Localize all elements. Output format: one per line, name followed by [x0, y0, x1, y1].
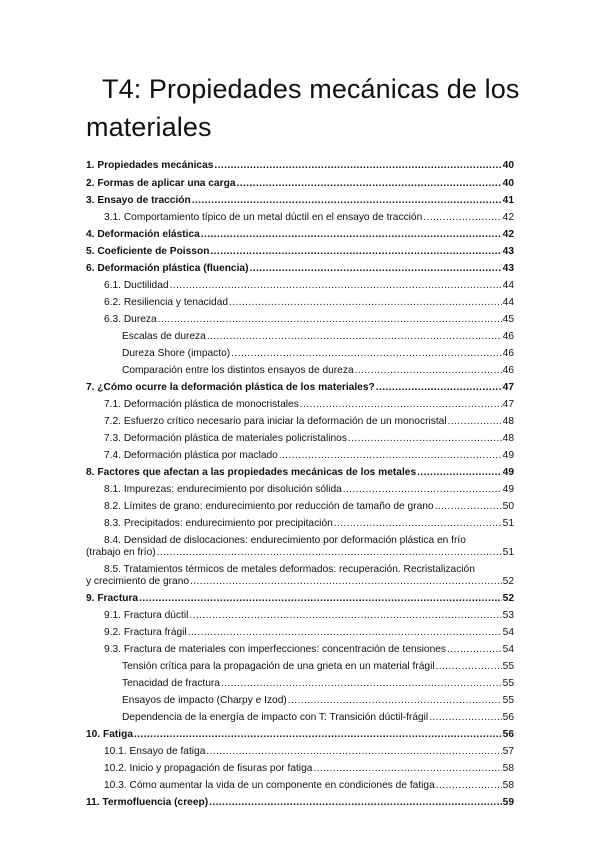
toc-entry-title: 6.1. Ductilidad [104, 280, 169, 291]
toc-entry-page: 53 [502, 610, 514, 621]
toc-entry-title-line-1: 8.5. Tratamientos térmicos de metales deformados: recuperación. Recristalización [104, 564, 475, 575]
toc-entry-title: 8.1. Impurezas: endurecimiento por disolución sólida [104, 484, 342, 495]
title-line-2: materiales [86, 112, 212, 142]
toc-entry-title: 9. Fractura [86, 593, 139, 604]
dot-leader [343, 484, 502, 495]
dot-leader [188, 627, 502, 638]
toc-entry[interactable] [86, 797, 514, 808]
toc-entry-page: 52 [502, 593, 514, 604]
toc-entry[interactable] [86, 246, 514, 257]
toc-entry[interactable] [86, 348, 514, 359]
dot-leader [192, 195, 502, 206]
toc-entry-title: 8.3. Precipitados: endurecimiento por precipitación [104, 518, 333, 529]
toc-entry-page: 49 [502, 467, 514, 478]
toc-entry-page: 55 [502, 678, 514, 689]
dot-leader [221, 678, 502, 689]
toc-entry-title: 2. Formas de aplicar una carga [86, 178, 236, 189]
toc-entry[interactable] [86, 695, 514, 706]
toc-entry[interactable] [86, 212, 514, 223]
toc-entry[interactable] [86, 178, 514, 189]
toc-entry[interactable] [86, 610, 514, 621]
toc-entry[interactable] [86, 763, 514, 774]
toc-entry[interactable] [86, 661, 514, 672]
dot-leader [429, 712, 501, 723]
toc-entry-page: 43 [502, 246, 514, 257]
toc-entry-page: 45 [502, 314, 514, 325]
dot-leader [300, 399, 502, 410]
toc-entry[interactable] [86, 729, 514, 740]
dot-leader [210, 246, 501, 257]
toc-entry-title: 7. ¿Cómo ocurre la deformación plástica de los materiales? [86, 382, 375, 393]
toc-entry-page: 49 [502, 484, 514, 495]
toc-entry-page: 50 [502, 501, 514, 512]
dot-leader [189, 610, 501, 621]
toc-entry-page: 55 [502, 695, 514, 706]
toc-entry-title: 10.3. Cómo aumentar la vida de un componente en condiciones de fatiga [104, 780, 435, 791]
toc-entry-title: 9.1. Fractura dúctil [104, 610, 189, 621]
toc-entry[interactable] [86, 399, 514, 410]
toc-entry-page: 46 [502, 348, 514, 359]
toc-entry[interactable] [86, 263, 514, 274]
toc-entry[interactable] [86, 229, 514, 240]
toc-entry-title: 7.2. Esfuerzo crítico necesario para iniciar la deformación de un monocristal [104, 416, 447, 427]
toc-entry-title: 6.2. Resiliencia y tenacidad [104, 297, 229, 308]
toc-entry-page: 46 [502, 365, 514, 376]
dot-leader [134, 729, 502, 740]
toc-entry-title-line-1: 8.4. Densidad de dislocaciones: endurecimiento por deformación plástica en frío [104, 535, 466, 546]
toc-entry-page: 40 [502, 178, 514, 189]
dot-leader [214, 160, 501, 171]
toc-entry[interactable] [86, 593, 514, 604]
toc-entry-page: 54 [502, 627, 514, 638]
toc-entry[interactable] [86, 564, 514, 587]
toc-entry-title: 5. Coeficiente de Poisson [86, 246, 210, 257]
toc-entry-page: 52 [502, 576, 514, 587]
dot-leader [417, 467, 502, 478]
toc-entry-page: 47 [502, 399, 514, 410]
toc-entry[interactable] [86, 678, 514, 689]
toc-entry-title: 7.1. Deformación plástica de monocristales [104, 399, 299, 410]
toc-entry-page: 47 [502, 382, 514, 393]
toc-entry-page: 48 [502, 416, 514, 427]
toc-entry-title: 9.3. Fractura de materiales con imperfecciones: concentración de tensiones [104, 644, 447, 655]
dot-leader [313, 763, 501, 774]
toc-entry[interactable] [86, 331, 514, 342]
dot-leader [436, 780, 502, 791]
dot-leader [334, 518, 502, 529]
toc-entry[interactable] [86, 297, 514, 308]
toc-entry[interactable] [86, 627, 514, 638]
toc-entry-title: 7.3. Deformación plástica de materiales policristalinos [104, 433, 347, 444]
dot-leader [229, 297, 502, 308]
toc-entry[interactable] [86, 467, 514, 478]
dot-leader [376, 382, 502, 393]
toc-entry-title: Comparación entre los distintos ensayos de dureza [122, 365, 354, 376]
dot-leader [157, 547, 502, 558]
toc-entry-title: Tensión crítica para la propagación de una grieta en un material frágil [122, 661, 435, 672]
toc-entry[interactable] [86, 518, 514, 529]
dot-leader [201, 229, 502, 240]
dot-leader [447, 644, 502, 655]
toc-entry-title: 11. Termofluencia (creep) [86, 797, 209, 808]
toc-entry-page: 55 [502, 661, 514, 672]
dot-leader [209, 797, 502, 808]
toc-entry-title: 6. Deformación plástica (fluencia) [86, 263, 249, 274]
document-title [86, 70, 546, 146]
toc-entry[interactable] [86, 780, 514, 791]
toc-entry-title: 8.2. Límites de grano: endurecimiento por reducción de tamaño de grano [104, 501, 434, 512]
dot-leader [236, 178, 501, 189]
dot-leader [170, 280, 502, 291]
dot-leader [288, 695, 502, 706]
toc-entry[interactable] [86, 535, 514, 558]
toc-entry[interactable] [86, 365, 514, 376]
toc-entry-page: 41 [502, 195, 514, 206]
dot-leader [158, 314, 502, 325]
dot-leader [190, 576, 502, 587]
toc-entry[interactable] [86, 484, 514, 495]
toc-entry-page: 58 [502, 780, 514, 791]
toc-entry[interactable] [86, 195, 514, 206]
toc-entry-title: 3. Ensayo de tracción [86, 195, 191, 206]
toc-entry-page: 59 [502, 797, 514, 808]
toc-entry-page: 57 [502, 746, 514, 757]
title-line-1: T4: Propiedades mecánicas de los [102, 74, 520, 104]
toc-entry-page: 51 [502, 547, 514, 558]
toc-entry-title: (trabajo en frío) [86, 547, 156, 558]
toc-entry-title: 6.3. Dureza [104, 314, 157, 325]
toc-entry-page: 42 [502, 229, 514, 240]
toc-entry-page: 40 [502, 160, 514, 171]
toc-entry[interactable] [86, 280, 514, 291]
dot-leader [249, 263, 501, 274]
toc-entry-title: Dependencia de la energía de impacto con T: Transición dúctil-frágil [122, 712, 429, 723]
toc-entry-page: 43 [502, 263, 514, 274]
toc-entry[interactable] [86, 416, 514, 427]
toc-entry-title: 10. Fatiga [86, 729, 133, 740]
toc-entry[interactable] [86, 160, 514, 171]
toc-entry-page: 56 [502, 712, 514, 723]
toc-entry-page: 51 [502, 518, 514, 529]
toc-entry-page: 56 [502, 729, 514, 740]
toc-entry[interactable] [86, 644, 514, 655]
toc-entry-title: 8. Factores que afectan a las propiedades mecánicas de los metales [86, 467, 417, 478]
toc-entry-title: Escalas de dureza [122, 331, 206, 342]
toc-entry[interactable] [86, 746, 514, 757]
toc-entry[interactable] [86, 314, 514, 325]
toc-entry-title: 10.1. Ensayo de fatiga [104, 746, 206, 757]
toc-entry-page: 54 [502, 644, 514, 655]
toc-entry-page: 46 [502, 331, 514, 342]
dot-leader [355, 365, 502, 376]
dot-leader [206, 746, 501, 757]
toc-entry-page: 42 [502, 212, 514, 223]
toc-entry-title: Dureza Shore (impacto) [122, 348, 231, 359]
toc-entry-title: 9.2. Fractura frágil [104, 627, 187, 638]
toc-entry[interactable] [86, 712, 514, 723]
toc-entry-title: 10.2. Inicio y propagación de fisuras por fatiga [104, 763, 313, 774]
toc-entry-page: 58 [502, 763, 514, 774]
toc-entry[interactable] [86, 433, 514, 444]
dot-leader [207, 331, 502, 342]
toc-entry-title: 7.4. Deformación plástica por maclado [104, 450, 278, 461]
toc-entry-title: 4. Deformación elástica [86, 229, 200, 240]
dot-leader [423, 212, 501, 223]
dot-leader [231, 348, 502, 359]
dot-leader [448, 416, 502, 427]
dot-leader [435, 501, 502, 512]
toc-entry-page: 49 [502, 450, 514, 461]
toc-entry-title: 3.1. Comportamiento típico de un metal dúctil en el ensayo de tracción [104, 212, 423, 223]
toc-entry-title: Tenacidad de fractura [122, 678, 220, 689]
toc-entry-title: 1. Propiedades mecánicas [86, 160, 214, 171]
toc-entry-title: Ensayos de impacto (Charpy e Izod) [122, 695, 287, 706]
toc-entry[interactable] [86, 501, 514, 512]
toc-entry-page: 48 [502, 433, 514, 444]
toc-entry-page: 44 [502, 297, 514, 308]
toc-entry[interactable] [86, 382, 514, 393]
dot-leader [436, 661, 502, 672]
toc-entry[interactable] [86, 450, 514, 461]
toc-entry-title: y crecimiento de grano [86, 576, 190, 587]
dot-leader [279, 450, 502, 461]
dot-leader [139, 593, 502, 604]
dot-leader [348, 433, 502, 444]
toc-entry-page: 44 [502, 280, 514, 291]
